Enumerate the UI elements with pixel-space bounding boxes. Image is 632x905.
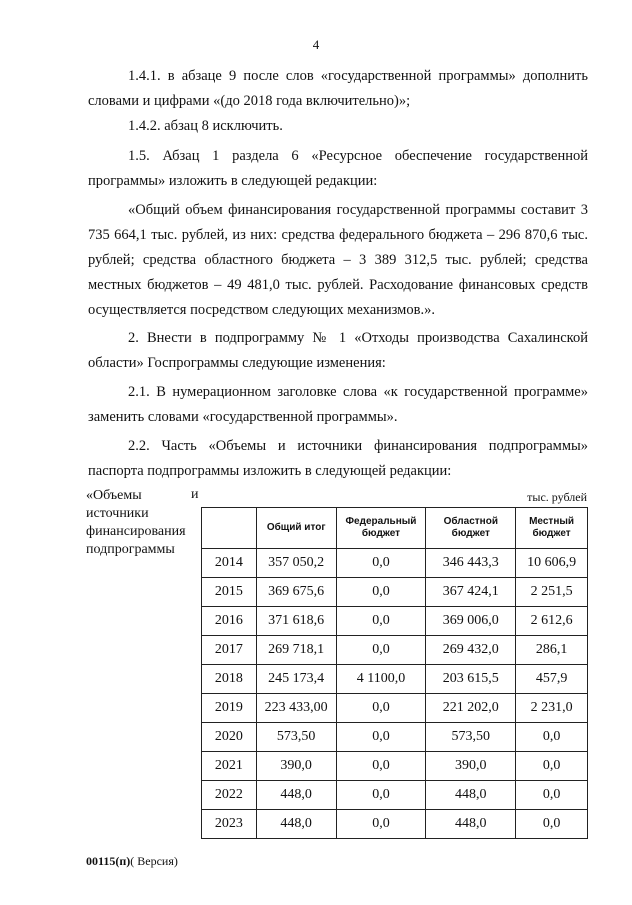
table-row — [202, 636, 588, 665]
page-number: 4 — [312, 37, 320, 52]
table-row — [202, 549, 588, 578]
paragraph-2-1: 2.1. В нумерационном заголовке слова «к государственной программе» заменить словами «государственной программы». — [88, 384, 588, 425]
cell-federal: 0,0 — [336, 752, 426, 781]
cell-local: 2 612,6 — [516, 607, 588, 636]
cell-total: 357 050,2 — [256, 549, 336, 578]
cell-federal: 0,0 — [336, 810, 426, 839]
table-body — [202, 549, 588, 839]
cell-total: 390,0 — [256, 752, 336, 781]
cell-total: 371 618,6 — [256, 607, 336, 636]
cell-federal: 4 1100,0 — [336, 665, 426, 694]
cell-regional: 367 424,1 — [426, 578, 516, 607]
paragraph-2-2: 2.2. Часть «Объемы и источники финансирования подпрограммы» паспорта подпрограммы изложить в следующей редакции: — [88, 438, 588, 479]
cell-regional: 221 202,0 — [426, 694, 516, 723]
cell-year: 2021 — [202, 752, 257, 781]
cell-year: 2020 — [202, 723, 257, 752]
table-label: «Объемы источники финансирования подпрограммы — [86, 488, 186, 557]
table-row — [202, 810, 588, 839]
document-code: 00115(п) — [86, 854, 131, 868]
cell-year: 2015 — [202, 578, 257, 607]
paragraph-1-4-2: 1.4.2. абзац 8 исключить. — [128, 118, 283, 134]
cell-regional: 390,0 — [426, 752, 516, 781]
document-version: ( Версия) — [130, 854, 178, 868]
table-row — [202, 694, 588, 723]
cell-federal: 0,0 — [336, 549, 426, 578]
cell-year: 2018 — [202, 665, 257, 694]
header-total: Общий итог — [256, 508, 336, 549]
cell-local: 0,0 — [516, 752, 588, 781]
cell-federal: 0,0 — [336, 694, 426, 723]
cell-year: 2022 — [202, 781, 257, 810]
cell-local: 0,0 — [516, 810, 588, 839]
cell-regional: 346 443,3 — [426, 549, 516, 578]
cell-federal: 0,0 — [336, 607, 426, 636]
cell-federal: 0,0 — [336, 723, 426, 752]
cell-federal: 0,0 — [336, 781, 426, 810]
table-row — [202, 781, 588, 810]
table-row — [202, 607, 588, 636]
table-label-conjunction: и — [191, 487, 199, 502]
cell-regional: 448,0 — [426, 810, 516, 839]
cell-local: 2 231,0 — [516, 694, 588, 723]
cell-regional: 269 432,0 — [426, 636, 516, 665]
cell-total: 269 718,1 — [256, 636, 336, 665]
cell-year: 2017 — [202, 636, 257, 665]
cell-year: 2023 — [202, 810, 257, 839]
cell-total: 573,50 — [256, 723, 336, 752]
cell-federal: 0,0 — [336, 578, 426, 607]
cell-local: 457,9 — [516, 665, 588, 694]
paragraph-funding-total: «Общий объем финансирования государственной программы составит 3 735 664,1 тыс. рублей, из них: средства федерального бюджета – 296 870,6 тыс. рублей; средства областного бюджета – 3 389 312,5 тыс. рублей; средства местных бюджетов – 49 481,0 тыс. рублей. Расходование финансовых средств осуществляется посредством следующих механизмов.». — [88, 202, 588, 318]
table-row — [202, 578, 588, 607]
cell-local: 286,1 — [516, 636, 588, 665]
header-federal: Федеральный бюджет — [336, 508, 426, 549]
financing-table — [201, 507, 588, 839]
cell-regional: 448,0 — [426, 781, 516, 810]
paragraph-2: 2. Внести в подпрограмму № 1 «Отходы производства Сахалинской области» Госпрограммы следующие изменения: — [88, 330, 588, 371]
table-row — [202, 723, 588, 752]
cell-total: 369 675,6 — [256, 578, 336, 607]
units-label: тыс. рублей — [527, 490, 587, 504]
cell-local: 2 251,5 — [516, 578, 588, 607]
header-year — [202, 508, 257, 549]
cell-local: 10 606,9 — [516, 549, 588, 578]
cell-total: 223 433,00 — [256, 694, 336, 723]
table-row — [202, 752, 588, 781]
cell-total: 245 173,4 — [256, 665, 336, 694]
cell-local: 0,0 — [516, 723, 588, 752]
cell-federal: 0,0 — [336, 636, 426, 665]
table-header-row — [202, 508, 588, 549]
cell-year: 2019 — [202, 694, 257, 723]
cell-year: 2016 — [202, 607, 257, 636]
cell-total: 448,0 — [256, 810, 336, 839]
paragraph-1-5: 1.5. Абзац 1 раздела 6 «Ресурсное обеспечение государственной программы» изложить в следующей редакции: — [88, 148, 588, 189]
table-row — [202, 665, 588, 694]
cell-local: 0,0 — [516, 781, 588, 810]
footer — [86, 854, 178, 869]
cell-regional: 369 006,0 — [426, 607, 516, 636]
cell-total: 448,0 — [256, 781, 336, 810]
header-local: Местный бюджет — [516, 508, 588, 549]
header-regional: Областной бюджет — [426, 508, 516, 549]
cell-regional: 203 615,5 — [426, 665, 516, 694]
cell-year: 2014 — [202, 549, 257, 578]
paragraph-1-4-1: 1.4.1. в абзаце 9 после слов «государственной программы» дополнить словами и цифрами «(до 2018 года включительно)»; — [88, 68, 588, 109]
cell-regional: 573,50 — [426, 723, 516, 752]
